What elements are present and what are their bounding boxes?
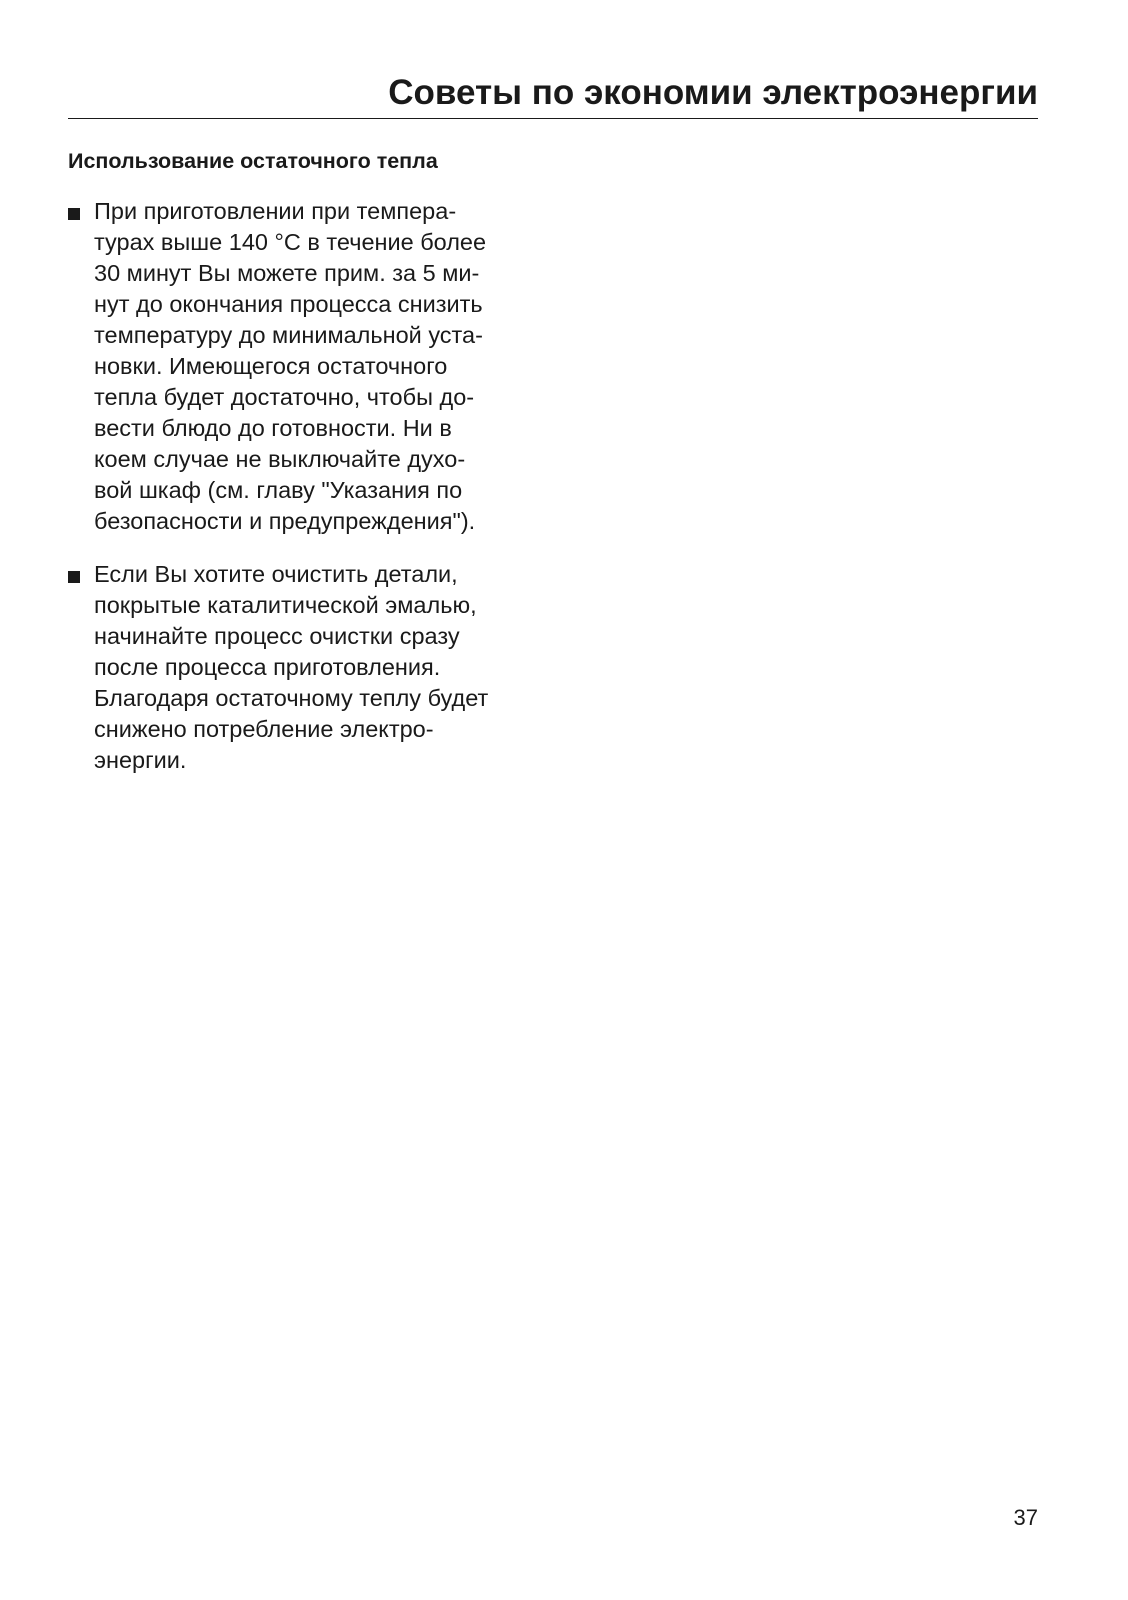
- text-line: 30 минут Вы можете прим. за 5 ми-: [94, 260, 480, 286]
- page-title: Советы по экономии электроэнергии: [388, 73, 1038, 112]
- text-line: вести блюдо до готовности. Ни в: [94, 415, 452, 441]
- text-line: Благодаря остаточному теплу будет: [94, 685, 489, 711]
- square-bullet-icon: [68, 571, 80, 583]
- bullet-text: [94, 196, 568, 537]
- text-line: вой шкаф (см. главу "Указания по: [94, 477, 463, 503]
- bullet-item-2: [68, 559, 568, 776]
- bullet-text: [94, 559, 568, 776]
- text-line: снижено потребление электро-: [94, 716, 434, 742]
- text-line: после процесса приготовления.: [94, 654, 441, 680]
- main-content: [68, 148, 568, 798]
- text-line: безопасности и предупреждения").: [94, 508, 476, 534]
- square-bullet-icon: [68, 208, 80, 220]
- text-line: энергии.: [94, 747, 187, 773]
- text-line: нут до окончания процесса снизить: [94, 291, 483, 317]
- section-heading: Использование остаточного тепла: [68, 149, 438, 173]
- text-line: Если Вы хотите очистить детали,: [94, 561, 458, 587]
- text-line: температуру до минимальной уста-: [94, 322, 483, 348]
- page-number: 37: [1013, 1505, 1038, 1530]
- text-line: новки. Имеющегося остаточного: [94, 353, 448, 379]
- bullet-item-1: [68, 196, 568, 537]
- text-line: коем случае не выключайте духо-: [94, 446, 466, 472]
- text-line: турах выше 140 °C в течение более: [94, 229, 487, 255]
- page-header: [68, 66, 1038, 119]
- text-line: начинайте процесс очистки сразу: [94, 623, 460, 649]
- text-line: тепла будет достаточно, чтобы до-: [94, 384, 475, 410]
- text-line: покрытые каталитической эмалью,: [94, 592, 477, 618]
- text-line: При приготовлении при темпера-: [94, 198, 457, 224]
